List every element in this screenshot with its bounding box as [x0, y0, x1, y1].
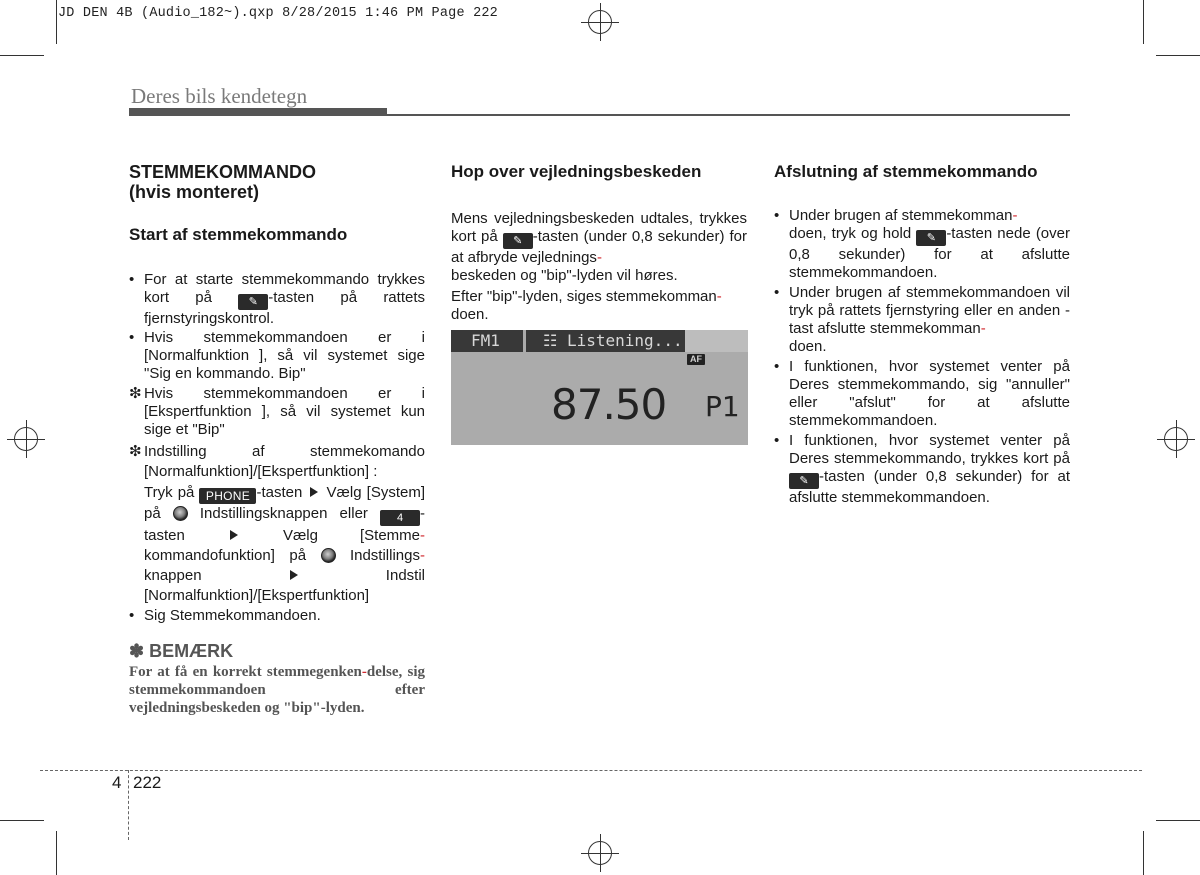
- hyphen: -: [716, 288, 722, 305]
- procedure-fragment: Vælg [Stemme: [240, 527, 421, 544]
- header-rule-thick: [129, 108, 387, 116]
- section-title-line2: (hvis monteret): [129, 182, 260, 202]
- paragraph: [451, 288, 747, 324]
- crop-mark: [56, 0, 57, 44]
- crop-mark: [1156, 55, 1200, 56]
- instruction-list: [774, 207, 1070, 507]
- list-item-text: For at starte stemmekommando trykkes kort på: [144, 271, 425, 306]
- procedure-fragment: Indstillings: [335, 547, 420, 564]
- voice-command-icon: ✎: [916, 230, 946, 246]
- page-number: 222: [133, 773, 162, 792]
- band-label: FM1: [471, 331, 500, 350]
- paragraph: [451, 210, 747, 285]
- crop-mark: [56, 831, 57, 875]
- list-item: [129, 385, 425, 439]
- right-triangle-icon: [310, 487, 318, 497]
- hyphen: -: [361, 664, 367, 680]
- voice-status-icon: ☷: [543, 331, 558, 350]
- registration-mark: [1164, 427, 1188, 451]
- voice-command-icon: ✎: [789, 473, 819, 489]
- list-item: [774, 358, 1070, 430]
- header-rule-thin: [387, 114, 1070, 116]
- display-blank-segment: [685, 330, 748, 352]
- list-item-text: I funktionen, hvor systemet venter på Deres stemmekommando, sig "annuller" eller "afslut" for at afslutte stemmekommandoen.: [789, 358, 1070, 429]
- bullet: •: [774, 432, 780, 449]
- frequency-readout: 87.50: [551, 380, 667, 429]
- list-item-text: Under brugen af stemmekommandoen vil tryk på rattets fjernstyring eller en anden -tast afslutte stemmekomman: [789, 284, 1070, 337]
- af-indicator: AF: [687, 354, 705, 365]
- bullet: •: [774, 207, 780, 224]
- paragraph-fragment: Mens vejledningsbeskeden udtales, trykkes kort på: [451, 210, 747, 245]
- phone-button-icon: PHONE: [199, 488, 256, 504]
- preset-4-button-icon: 4: [380, 510, 420, 526]
- list-item: [129, 607, 425, 625]
- section-title-line1: STEMMEKOMMANDO: [129, 162, 316, 182]
- procedure-text: [144, 483, 425, 606]
- procedure-fragment: Vælg [System] på: [144, 484, 425, 522]
- asterisk-icon: ❇: [129, 443, 142, 460]
- procedure-fragment: Indstil [Normalfunktion]/[Ekspertfunktion]: [144, 567, 425, 604]
- bullet: •: [129, 329, 135, 346]
- display-divider: [523, 330, 526, 352]
- list-item: [129, 442, 425, 606]
- paragraph-fragment: Efter "bip"-lyden, siges stemmekomman: [451, 288, 717, 305]
- column-middle: [451, 162, 747, 324]
- preset-readout: P1: [705, 390, 740, 423]
- list-item: [774, 207, 1070, 282]
- list-item: [774, 284, 1070, 356]
- registration-mark: [14, 427, 38, 451]
- bullet: •: [129, 271, 135, 288]
- setup-knob-icon: [321, 548, 336, 563]
- registration-mark: [588, 10, 612, 34]
- voice-command-icon: ✎: [238, 294, 268, 310]
- list-item-text: -tasten nede (over 0,8 sekunder) for at afslutte stemmekommandoen.: [789, 225, 1070, 281]
- instruction-list: [129, 271, 425, 625]
- list-item-text: Under brugen af stemmekomman: [789, 207, 1013, 224]
- list-item-text: -tasten (under 0,8 sekunder) for at afslutte stemmekommandoen.: [789, 468, 1070, 506]
- list-item-text: Hvis stemmekommandoen er i [Normalfunktion ], så vil systemet sige "Sig en kommando. Bip": [144, 329, 425, 382]
- crop-mark: [1156, 820, 1200, 821]
- list-item-text: Indstilling af stemmekomando [Normalfunktion]/[Ekspertfunktion] :: [144, 443, 425, 480]
- note-fragment: For at få en korrekt stemmegenken: [129, 664, 362, 680]
- hyphen: -: [596, 249, 602, 266]
- note-title: ✽ BEMÆRK: [129, 641, 234, 661]
- paragraph-fragment: besked: [451, 267, 500, 284]
- list-item: [129, 329, 425, 383]
- running-head: Deres bils kendetegn: [131, 84, 308, 108]
- footer-rule: [40, 770, 1142, 771]
- listening-status: [543, 330, 683, 352]
- section-heading: Afslutning af stemmekommando: [774, 162, 1038, 181]
- paragraph-fragment: en og "bip"-lyden vil høres.: [499, 267, 678, 284]
- procedure-fragment: kommandofunktion] på: [144, 547, 321, 564]
- crop-mark: [1143, 831, 1144, 875]
- setup-knob-icon: [173, 506, 188, 521]
- list-item-text: Sig Stemmekommandoen.: [144, 607, 321, 624]
- radio-display: [451, 330, 748, 445]
- list-item: [129, 271, 425, 328]
- crop-mark: [0, 55, 44, 56]
- list-item-text: Hvis stemmekommandoen er i [Ekspertfunktion ], så vil systemet kun sige et "Bip": [144, 385, 425, 438]
- bullet: •: [129, 607, 135, 624]
- bullet: •: [774, 284, 780, 301]
- right-triangle-icon: [290, 570, 298, 580]
- right-triangle-icon: [230, 530, 238, 540]
- list-item-text: doen.: [789, 338, 827, 355]
- hyphen: -: [980, 320, 986, 337]
- section-title: [129, 162, 425, 202]
- print-slug: JD DEN 4B (Audio_182~).qxp 8/28/2015 1:46 PM Page 222: [58, 6, 498, 21]
- procedure-fragment: -tasten: [256, 484, 308, 501]
- procedure-fragment: Indstillingsknappen eller: [187, 505, 380, 522]
- crop-mark: [0, 820, 44, 821]
- list-item-text: doen, tryk og hold: [789, 225, 917, 242]
- registration-mark: [588, 841, 612, 865]
- chapter-number: 4: [112, 773, 122, 792]
- asterisk-icon: ❇: [129, 385, 142, 402]
- procedure-fragment: knappen: [144, 567, 287, 584]
- paragraph-fragment: doen.: [451, 306, 489, 323]
- procedure-fragment: Tryk på: [144, 484, 200, 501]
- hyphen: -: [420, 547, 425, 564]
- list-item: [774, 432, 1070, 507]
- note-fragment: delse, sig stemmekommandoen efter vejledningsbeskeden og "bip"-lyden.: [129, 664, 426, 716]
- paragraph-fragment: -tasten (under 0,8 sekunder) for at afbryde vejlednings: [451, 228, 747, 266]
- hyphen: -: [1012, 207, 1018, 224]
- crop-mark: [1143, 0, 1144, 44]
- subsection-title: Start af stemmekommando: [129, 225, 348, 244]
- procedure-fragment: -tasten: [144, 505, 425, 544]
- note-text: [129, 663, 425, 717]
- hyphen: -: [420, 527, 426, 544]
- footer-divider: [128, 770, 129, 840]
- section-heading: Hop over vejledningsbeskeden: [451, 162, 702, 181]
- column-right: [774, 162, 1070, 507]
- voice-command-icon: ✎: [503, 233, 533, 249]
- listening-text: Listening...: [566, 331, 683, 350]
- column-left: [129, 162, 425, 717]
- list-item-text: -tasten på rattets fjernstyringskontrol.: [144, 289, 425, 327]
- bullet: •: [774, 358, 780, 375]
- list-item-text: I funktionen, hvor systemet venter på Deres stemmekommando, trykkes kort på: [789, 432, 1070, 467]
